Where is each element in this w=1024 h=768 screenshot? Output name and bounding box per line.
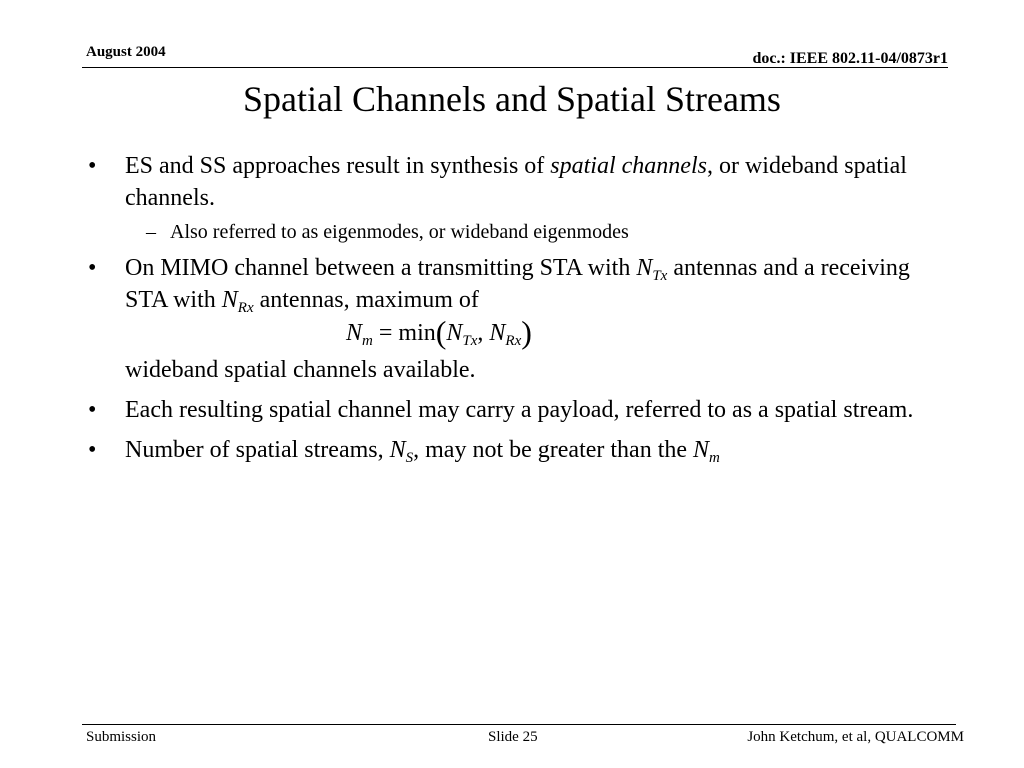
header-date: August 2004 xyxy=(86,44,166,60)
formula-n: N xyxy=(346,320,363,346)
footer-submission: Submission xyxy=(86,729,157,745)
bullet-item-2 xyxy=(88,252,948,316)
bullet-2-text-2: antennas and a receiving STA with xyxy=(125,255,910,313)
bullet-icon: • xyxy=(88,255,97,281)
rx-subscript: Rx xyxy=(237,300,254,316)
formula-comma: , xyxy=(477,320,490,346)
bullet-1-emphasis: spatial channels xyxy=(550,153,707,179)
formula-n: N xyxy=(446,320,463,346)
bullet-item-3 xyxy=(88,394,948,426)
sub-bullet-item-1 xyxy=(88,220,948,244)
bullet-1-text-pre: ES and SS approaches result in synthesis of xyxy=(125,153,551,179)
bullet-2-continuation: wideband spatial channels available. xyxy=(125,357,476,383)
header-divider xyxy=(82,67,948,68)
bullet-item-4 xyxy=(88,434,948,466)
m-subscript: m xyxy=(709,450,720,466)
bullet-icon: • xyxy=(88,397,97,423)
formula-open-paren: ( xyxy=(435,314,447,350)
n-symbol: N xyxy=(389,437,406,463)
footer-divider xyxy=(82,724,956,725)
n-symbol: N xyxy=(693,437,710,463)
bullet-3-text: Each resulting spatial channel may carry a payload, referred to as a spatial stream. xyxy=(125,397,914,423)
bullet-4-text-1: Number of spatial streams, xyxy=(125,437,390,463)
bullet-4-text-2: , may not be greater than the xyxy=(413,437,694,463)
formula xyxy=(88,312,948,352)
bullet-icon: • xyxy=(88,437,97,463)
formula-rx-subscript: Rx xyxy=(505,333,522,349)
n-symbol: N xyxy=(221,287,238,313)
formula-n: N xyxy=(489,320,506,346)
formula-min: = min xyxy=(372,320,436,346)
footer-slide-number: Slide 25 xyxy=(488,729,538,745)
bullet-2-text-1: On MIMO channel between a transmitting STA with xyxy=(125,255,637,281)
formula-tx-subscript: Tx xyxy=(462,333,478,349)
bullet-icon: • xyxy=(88,153,97,179)
dash-icon: – xyxy=(146,221,156,243)
s-subscript: S xyxy=(405,450,414,466)
n-symbol: N xyxy=(636,255,653,281)
slide-body xyxy=(88,150,948,474)
bullet-2-text-3: antennas, maximum of xyxy=(253,287,479,313)
bullet-1-text-post: , or wideband spatial channels. xyxy=(125,153,907,211)
footer-authors: John Ketchum, et al, QUALCOMM xyxy=(747,729,964,745)
formula-m-subscript: m xyxy=(362,333,373,349)
bullet-item-1 xyxy=(88,150,948,214)
header-doc-id: doc.: IEEE 802.11-04/0873r1 xyxy=(752,50,948,67)
sub-bullet-1-text: Also referred to as eigenmodes, or wideband eigenmodes xyxy=(170,221,629,243)
tx-subscript: Tx xyxy=(652,268,668,284)
formula-close-paren: ) xyxy=(521,314,532,350)
slide-title: Spatial Channels and Spatial Streams xyxy=(243,79,781,119)
